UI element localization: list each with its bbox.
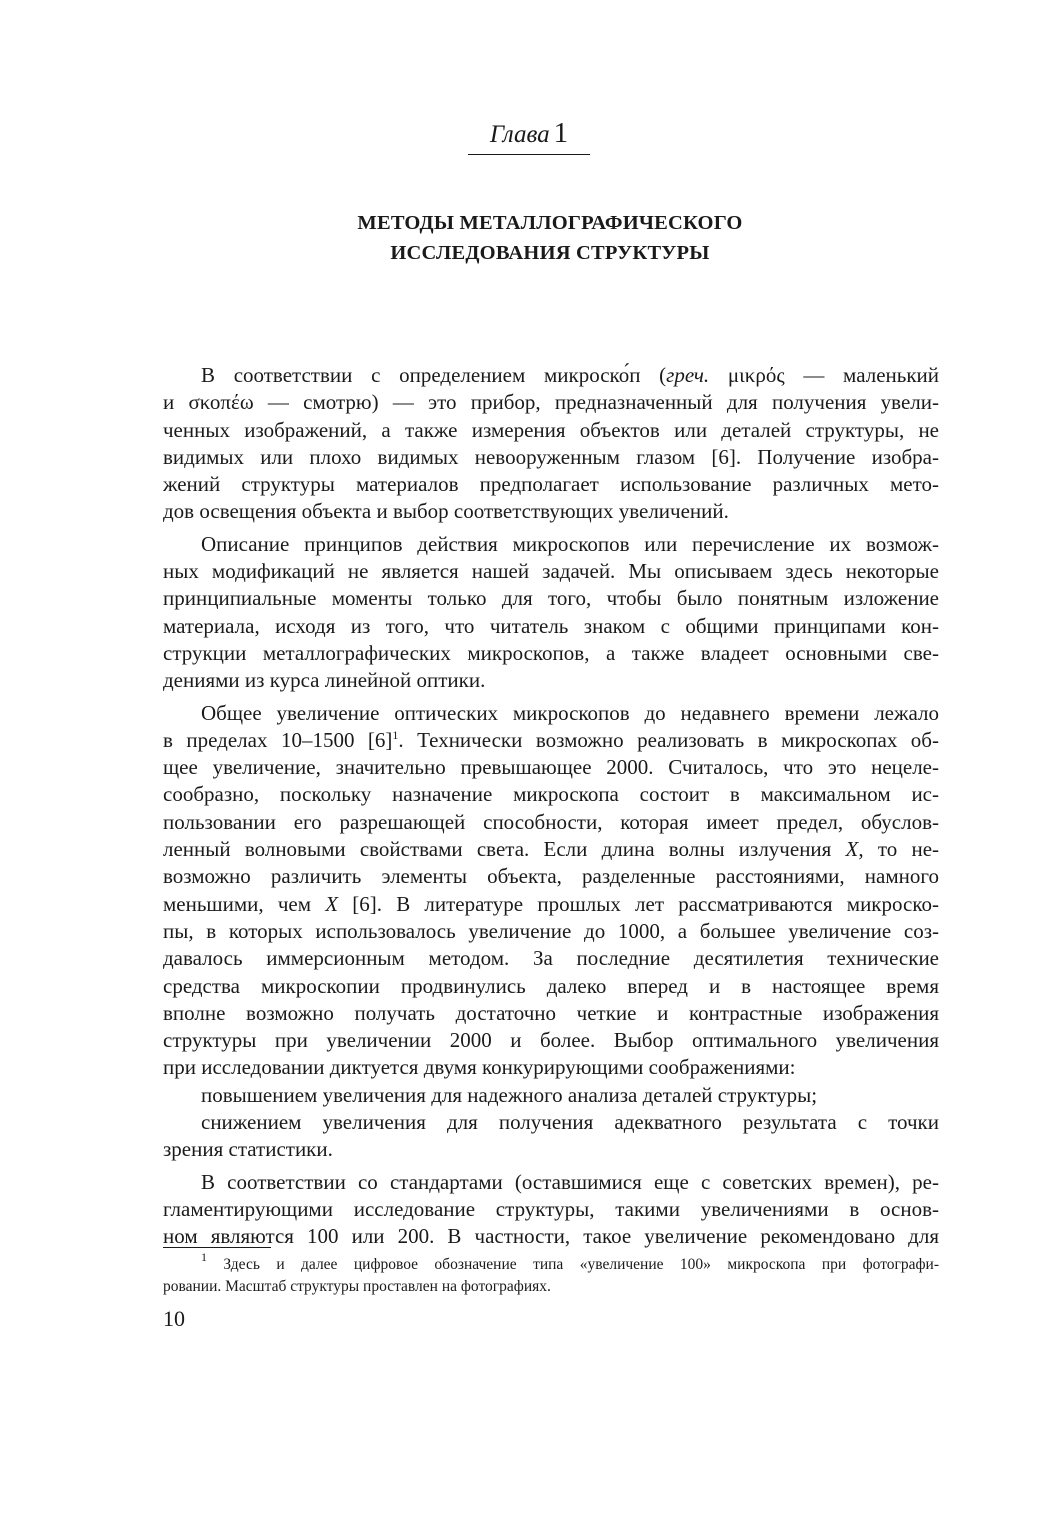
paragraph-1 [163, 362, 939, 526]
text-line: возможно различить элементы объекта, разделенные расстояниями, намного [163, 864, 939, 889]
paragraph-6 [163, 1169, 939, 1251]
text-span: Здесь и далее цифровое обозначение типа «увеличение 100» микроскопа при фотографи- [207, 1256, 939, 1273]
text-span: В соответствии с определением микроско́п ( [201, 363, 667, 387]
variable-x: X [325, 891, 339, 916]
text-line: материала, исходя из того, что читатель знаком с общими принципами кон- [163, 613, 939, 638]
text-line: дениями из курса линейной оптики. [163, 668, 486, 693]
text-line: пы, в которых использовалось увеличение до 1000, а большее увеличение соз- [163, 918, 939, 943]
chapter-title-line-1: МЕТОДЫ МЕТАЛЛОГРАФИЧЕСКОГО [357, 212, 743, 234]
chapter-title [0, 208, 1058, 268]
text-line: принципиальные моменты только для того, чтобы было понятным изложение [163, 586, 939, 611]
text-line: жений структуры материалов предполагает использование различных мето- [163, 472, 939, 497]
paragraph-4 [163, 1082, 939, 1109]
chapter-number: 1 [553, 117, 569, 149]
footnote-divider [163, 1247, 271, 1248]
footnote-line: ровании. Масштаб структуры проставлен на фотографиях. [163, 1278, 551, 1295]
text-line: средства микроскопии продвинулись далеко вперед и в настоящее время [163, 973, 939, 998]
text-line: видимых или плохо видимых невооруженным глазом [6]. Получение изобра- [163, 444, 939, 469]
footnote-reference: 1 [392, 727, 399, 742]
footnote-line [163, 1250, 939, 1276]
text-line: Описание принципов действия микроскопов или перечисление их возмож- [201, 531, 939, 556]
footnote-marker: 1 [201, 1250, 207, 1264]
text-line [163, 727, 939, 754]
text-line: дов освещения объекта и выбор соответствующих увеличений. [163, 499, 729, 524]
variable-x: X [845, 837, 859, 862]
text-span: , то не- [858, 837, 940, 862]
paragraph-2 [163, 531, 939, 695]
text-line: ных модификаций не является нашей задачей. Мы описываем здесь некоторые [163, 559, 939, 584]
chapter-label [468, 118, 590, 155]
text-span: в пределах 10–1500 [6] [163, 727, 393, 752]
text-line: щее увеличение, значительно превышающее 2000. Считалось, что это нецеле- [163, 755, 939, 780]
body-text [163, 362, 939, 1251]
text-line: структуры при увеличении 2000 и более. Выбор оптимального увеличения [163, 1028, 939, 1053]
chapter-title-line-2: ИССЛЕДОВАНИЯ СТРУКТУРЫ [390, 242, 710, 264]
text-span: . Технически возможно реализовать в микроскопах об- [398, 727, 939, 752]
text-line: и σκοπέω — смотрю) — это прибор, предназначенный для получения увели- [163, 390, 939, 415]
text-line: давалось иммерсионным методом. За последние десятилетия технические [163, 946, 939, 971]
text-span: меньшими, чем [163, 891, 326, 916]
text-line: вполне возможно получать достаточно четкие и контрастные изображения [163, 1000, 939, 1025]
text-line: при исследовании диктуется двумя конкурирующими соображениями: [163, 1055, 796, 1080]
paragraph-5 [163, 1109, 939, 1164]
paragraph-3 [163, 700, 939, 1082]
text-span: μικρός — маленький [709, 363, 940, 387]
text-line: гламентирующими исследование структуры, такими увеличениями в основ- [163, 1196, 939, 1221]
page-number: 10 [163, 1306, 185, 1331]
text-span-italic: греч. [666, 363, 710, 387]
text-span: [6]. В литературе прошлых лет рассматриваются микроско- [338, 891, 939, 916]
text-line: Общее увеличение оптических микроскопов до недавнего времени лежало [201, 700, 939, 725]
footnote [163, 1250, 939, 1298]
text-span: ленный волновыми свойствами света. Если длина волны излучения [163, 837, 846, 862]
text-line: сообразно, поскольку назначение микроскопа состоит в максимальном ис- [163, 782, 939, 807]
chapter-word: Глава [489, 121, 550, 148]
text-line: повышением увеличения для надежного анализа деталей структуры; [201, 1082, 818, 1107]
text-line: В соответствии со стандартами (оставшимися еще с советских времен), ре- [201, 1169, 939, 1194]
text-line: пользовании его разрешающей способности, которая имеет предел, обуслов- [163, 809, 939, 834]
text-line: зрения статистики. [163, 1137, 333, 1162]
text-line [163, 891, 939, 918]
text-line [163, 836, 939, 863]
text-line [163, 362, 939, 389]
text-line: снижением увеличения для получения адекватного результата с точки [201, 1110, 939, 1135]
text-line: ченных изображений, а также измерения объектов или деталей структуры, не [163, 417, 939, 442]
text-line: струкции металлографических микроскопов, а также владеет основными све- [163, 640, 939, 665]
chapter-heading [0, 118, 1058, 155]
text-line: ном являются 100 или 200. В частности, такое увеличение рекомендовано для [163, 1224, 939, 1249]
